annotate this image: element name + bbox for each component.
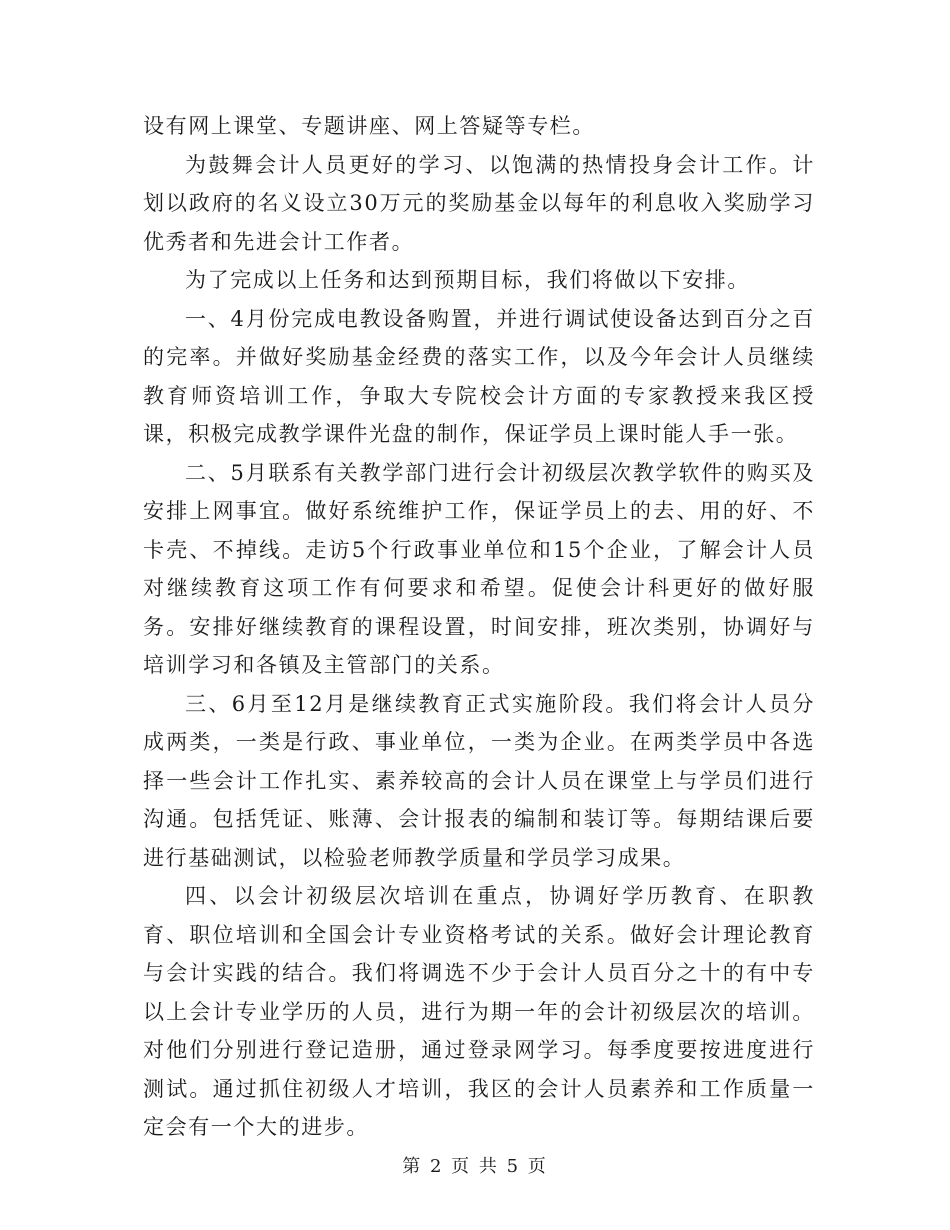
paragraph-6: 三、6月至12月是继续教育正式实施阶段。我们将会计人员分成两类，一类是行政、事业单位，一类为企业。在两类学员中各选择一些会计工作扎实、素养较高的会计人员在课堂上与学员们进行沟通。包括凭证、账薄、会计报表的编制和装订等。每期结课后要进行基础测试，以检验老师教学质量和学员学习成果。 [143,691,815,870]
paragraph-3: 为了完成以上任务和达到预期目标，我们将做以下安排。 [185,268,750,292]
paragraph-7: 四、以会计初级层次培训在重点，协调好学历教育、在职教育、职位培训和全国会计专业资格考试的关系。做好会计理论教育与会计实践的结合。我们将调选不少于会计人员百分之十的有中专以上会计专业学历的人员，进行为期一年的会计初级层次的培训。对他们分别进行登记造册，通过登录网学习。每季度要按进度进行测试。通过抓住初级人才培训，我区的会计人员素养和工作质量一定会有一个大的进步。 [143,884,815,1139]
document-body [143,107,815,1147]
paragraph-1: 设有网上课堂、专题讲座、网上答疑等专栏。 [143,114,595,138]
page-number-footer: 第 2 页 共 5 页 [402,1156,548,1177]
paragraph-5: 二、5月联系有关教学部门进行会计初级层次教学软件的购买及安排上网事宜。做好系统维护工作，保证学员上的去、用的好、不卡壳、不掉线。走访5个行政事业单位和15个企业，了解会计人员对继续教育这项工作有何要求和希望。促使会计科更好的做好服务。安排好继续教育的课程设置，时间安排，班次类别，协调好与培训学习和各镇及主管部门的关系。 [143,460,815,677]
paragraph-4: 一、4月份完成电教设备购置，并进行调试使设备达到百分之百的完率。并做好奖励基金经费的落实工作，以及今年会计人员继续教育师资培训工作，争取大专院校会计方面的专家教授来我区授课，积极完成教学课件光盘的制作，保证学员上课时能人手一张。 [143,306,815,446]
paragraph-2: 为鼓舞会计人员更好的学习、以饱满的热情投身会计工作。计划以政府的名义设立30万元的奖励基金以每年的利息收入奖励学习优秀者和先进会计工作者。 [143,152,815,254]
